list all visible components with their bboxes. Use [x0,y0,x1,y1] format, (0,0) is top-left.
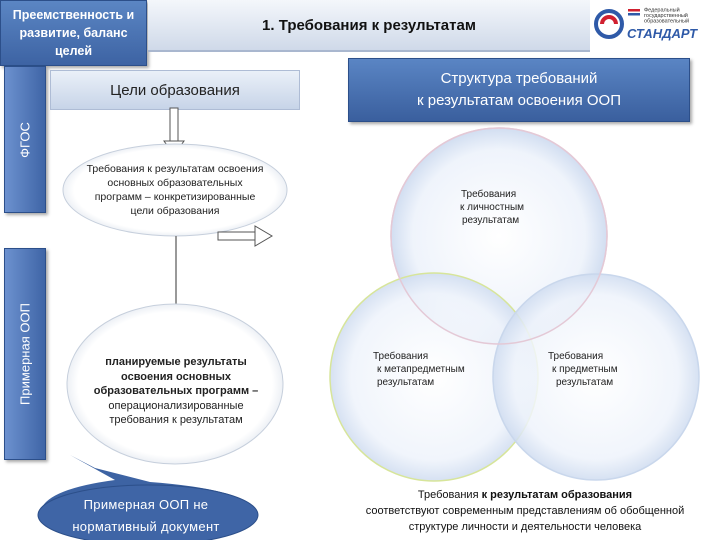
logo-small-2: государственный [644,13,688,19]
subject-results-text [548,350,658,389]
circle-left-line-3: результатам [377,377,435,388]
personal-results-text [458,188,548,227]
circle-left-line-1: Требования [373,351,429,362]
logo-word: СТАНДАРТ [627,26,698,41]
concretized-goals-text [72,162,278,218]
continuity-line-2: развитие, баланс [19,26,128,40]
circle-top-line-2: к личностным [460,202,525,213]
callout-line-2: нормативный документ [72,519,220,534]
bottom-line-2: соответствуют современным представлениям об обобщенной [365,505,685,517]
fgos-label: ФГОС [17,121,33,158]
bottom-statement [330,487,720,535]
circle-top-line-1: Требования [461,189,517,200]
oval2-line-2: требования к результатам [109,414,243,426]
continuity-line-3: целей [54,44,93,58]
oval1-line-1: Требования к результатам освоения [86,163,264,175]
example-oop-label: Примерная ООП [17,303,33,405]
circle-right-line-3: результатам [556,377,614,388]
bottom-prefix: Требования [417,489,479,501]
circle-right-line-1: Требования [548,351,604,362]
metasubject-results-text [373,350,498,389]
callout-line-1: Примерная ООП не [83,497,209,512]
circle-top-line-3: результатам [462,215,520,226]
circle-left-line-2: к метапредметным [377,364,465,375]
oval2-line-1: операционализированные [108,399,244,412]
oval1-line-3: программ – конкретизированные [94,191,256,203]
bottom-bold: к результатам образования [481,489,633,501]
continuity-line-1: Преемственность и [12,8,135,22]
structure-line-1: Структура требований [440,70,598,87]
oval2-bold-1: планируемые результаты [105,356,247,368]
logo-small-1: Федеральный [644,7,680,14]
planned-results-text [76,355,276,428]
bottom-line-3: структуре личности и деятельности человека [408,521,642,533]
structure-line-2: к результатам освоения ООП [417,92,621,109]
oval1-line-2: основных образовательных [107,177,243,189]
logo-small-3: образовательный [644,18,690,25]
education-goals-label: Цели образования [110,81,240,99]
callout-text [30,494,262,538]
circle-right-line-2: к предметным [552,364,618,375]
slide-title: 1. Требования к результатам [262,16,476,34]
oval1-line-4: цели образования [130,205,220,217]
oval2-bold-3: образовательных программ – [93,385,259,397]
oval2-bold-2: освоения основных [121,370,231,383]
